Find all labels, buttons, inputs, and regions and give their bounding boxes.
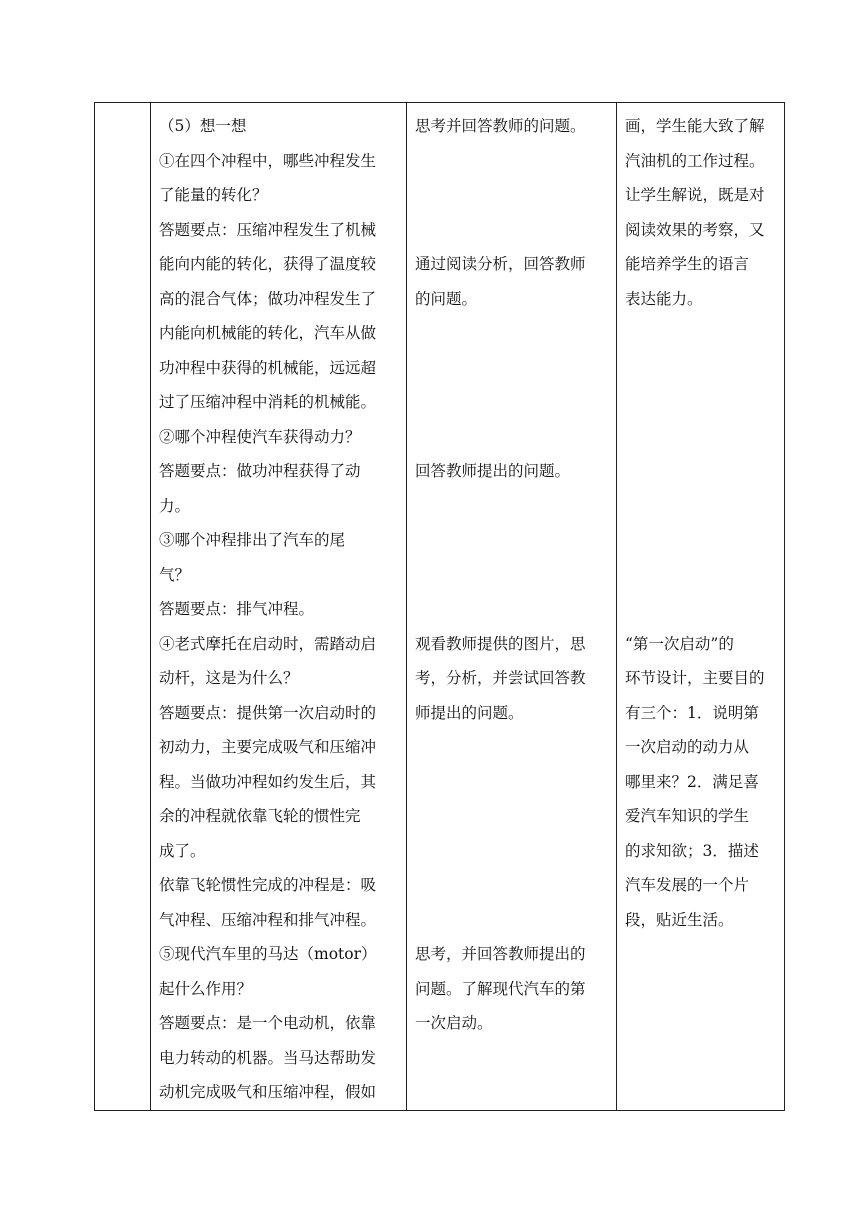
design-line: 段，贴近生活。 bbox=[625, 910, 734, 929]
teacher-line: ⑤现代汽车里的马达（motor） bbox=[159, 945, 377, 963]
teacher-line: 动杆，这是为什么？ bbox=[159, 669, 299, 687]
teacher-line: 程。当做功冲程如约发生后，其 bbox=[159, 772, 377, 791]
design-line: 阅读效果的考察，又 bbox=[625, 220, 765, 239]
design-line: 一次启动的动力从 bbox=[625, 738, 750, 756]
teacher-line: 过了压缩冲程中消耗的机械能。 bbox=[159, 393, 377, 411]
design-line: 有三个：1．说明第 bbox=[625, 703, 759, 722]
teacher-line: 答题要点：做功冲程获得了动 bbox=[159, 462, 361, 480]
student-line: 思考，并回答教师提出的 bbox=[415, 945, 586, 963]
teacher-line: 答题要点：提供第一次启动时的 bbox=[159, 703, 377, 722]
teacher-line: 气？ bbox=[159, 565, 191, 584]
teacher-line: 答题要点：排气冲程。 bbox=[159, 600, 315, 618]
teacher-line: 动机完成吸气和压缩冲程，假如 bbox=[159, 1083, 377, 1101]
teacher-line: 依靠飞轮惯性完成的冲程是：吸 bbox=[159, 876, 377, 894]
teacher-activity-cell bbox=[151, 103, 407, 1111]
student-line: 观看教师提供的图片，思 bbox=[415, 634, 586, 653]
design-line: “第一次启动”的 bbox=[625, 634, 734, 653]
design-line: 画，学生能大致了解 bbox=[625, 117, 765, 135]
teacher-line: ②哪个冲程使汽车获得动力？ bbox=[159, 427, 361, 446]
table-row bbox=[95, 103, 785, 1111]
student-line: 问题。了解现代汽车的第 bbox=[415, 979, 586, 998]
teacher-line: 电力转动的机器。当马达帮助发 bbox=[159, 1048, 377, 1067]
student-line: 考，分析，并尝试回答教 bbox=[415, 669, 586, 687]
design-line: 的求知欲；3．描述 bbox=[625, 841, 759, 860]
student-line: 回答教师提出的问题。 bbox=[415, 462, 571, 480]
design-line: 汽车发展的一个片 bbox=[625, 876, 750, 894]
student-line: 通过阅读分析，回答教师 bbox=[415, 255, 586, 273]
teacher-line: 起什么作用？ bbox=[159, 979, 253, 998]
design-line: 能培养学生的语言 bbox=[625, 255, 750, 273]
student-line: 师提出的问题。 bbox=[415, 703, 524, 722]
teacher-line: 内能向机械能的转化，汽车从做 bbox=[159, 324, 377, 342]
teacher-line: 余的冲程就依靠飞轮的惯性完 bbox=[159, 807, 361, 825]
design-line: 汽油机的工作过程。 bbox=[625, 151, 765, 170]
design-line: 表达能力。 bbox=[625, 289, 703, 308]
student-line: 的问题。 bbox=[415, 289, 478, 308]
teacher-line: 气冲程、压缩冲程和排气冲程。 bbox=[159, 910, 377, 929]
stage-cell bbox=[95, 103, 151, 1111]
design-line: 让学生解说，既是对 bbox=[625, 186, 765, 204]
student-line: 思考并回答教师的问题。 bbox=[415, 117, 586, 135]
teacher-line: 高的混合气体；做功冲程发生了 bbox=[159, 289, 377, 308]
teacher-line: 答题要点：是一个电动机，依靠 bbox=[159, 1014, 377, 1032]
design-line: 哪里来？2．满足喜 bbox=[625, 772, 759, 791]
teacher-line: （5）想一想 bbox=[159, 117, 247, 135]
design-line: 爱汽车知识的学生 bbox=[625, 807, 750, 825]
teacher-line: 能向内能的转化，获得了温度较 bbox=[159, 255, 377, 273]
teacher-line: 力。 bbox=[159, 496, 191, 515]
teacher-line: 初动力，主要完成吸气和压缩冲 bbox=[159, 738, 377, 756]
design-intent-cell bbox=[617, 103, 785, 1111]
teacher-line: 答题要点：压缩冲程发生了机械 bbox=[159, 220, 377, 239]
teacher-line: 成了。 bbox=[159, 841, 206, 860]
teacher-line: 了能量的转化？ bbox=[159, 186, 268, 204]
teacher-line: 功冲程中获得的机械能，远远超 bbox=[159, 358, 377, 377]
student-activity-cell bbox=[407, 103, 617, 1111]
teacher-line: ①在四个冲程中，哪些冲程发生 bbox=[159, 151, 377, 170]
teacher-line: ④老式摩托在启动时，需踏动启 bbox=[159, 634, 377, 653]
design-line: 环节设计，主要目的 bbox=[625, 669, 765, 687]
student-line: 一次启动。 bbox=[415, 1014, 493, 1032]
teacher-line: ③哪个冲程排出了汽车的尾 bbox=[159, 531, 346, 549]
lesson-plan-table bbox=[94, 102, 785, 1111]
